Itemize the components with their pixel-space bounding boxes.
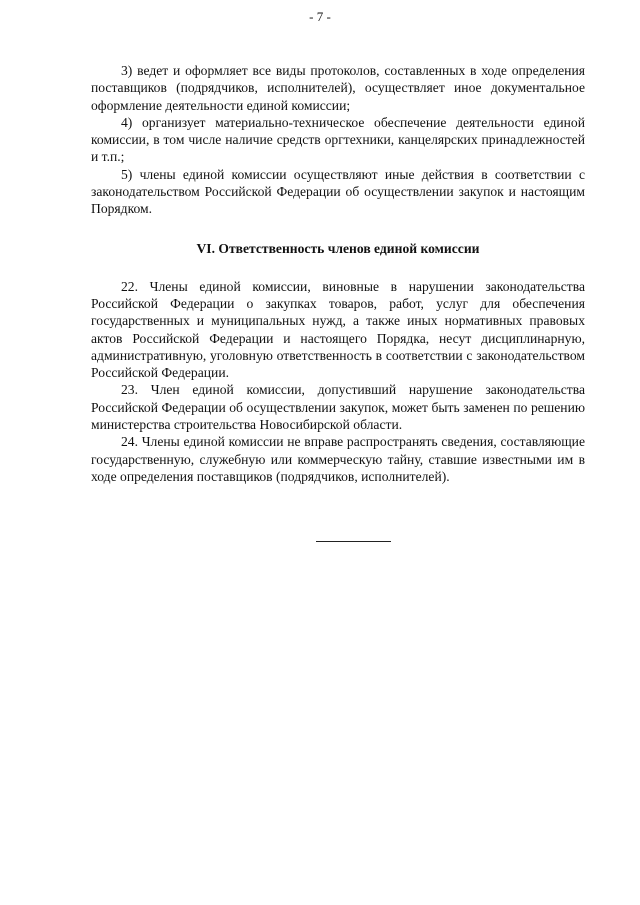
clause-24: 24. Члены единой комиссии не вправе распространять сведения, составляющие государственную, служебную или коммерческую тайну, ставшие известными им в ходе определения поставщиков (подрядчиков, исполнителей). — [91, 434, 585, 484]
page-number: - 7 - — [309, 9, 331, 24]
clause-23: 23. Член единой комиссии, допустивший нарушение законодательства Российской Федерации об осуществлении закупок, может быть заменен по решению министерства строительства Новосибирской области. — [91, 382, 585, 433]
list-item: 4) организует материально-техническое обеспечение деятельности единой комиссии, в том числе наличие средств оргтехники, канцелярских принадлежностей и т.п.; — [91, 114, 585, 165]
closing-divider — [316, 541, 391, 542]
list-item: 5) члены единой комиссии осуществляют иные действия в соответствии с законодательством Российской Федерации об осуществлении закупок и настоящим Порядком. — [91, 166, 585, 217]
clause-22: 22. Члены единой комиссии, виновные в нарушении законодательства Российской Федерации о закупках товаров, работ, услуг для обеспечения государственных и муниципальных нужд, а также иных нормативных правовых актов Российской Федерации и настоящего Порядка, несут дисциплинарную, административную, уголовную ответственность в соответствии с законодательством Российской Федерации. — [91, 278, 585, 381]
section-heading: VI. Ответственность членов единой комиссии — [196, 240, 480, 256]
list-item: 3) ведет и оформляет все виды протоколов, составленных в ходе определения поставщиков (подрядчиков, исполнителей), осуществляет иное документальное оформление деятельности единой комиссии; — [91, 63, 585, 113]
document-body — [91, 62, 585, 485]
